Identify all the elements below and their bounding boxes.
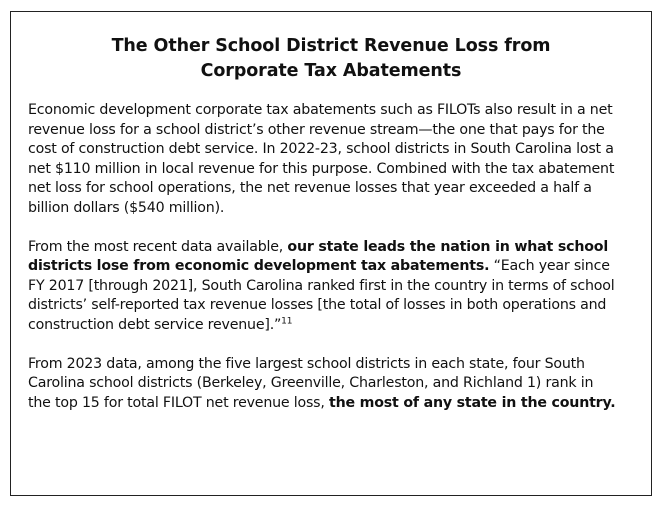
title-line-2: Corporate Tax Abatements	[200, 61, 462, 81]
footnote-marker: 11	[281, 316, 293, 327]
paragraph-2-quote: “Each year since FY 2017 [through 2021], South Carolina ranked first in the country in terms of school districts’ self-reported tax revenue losses [the total of losses in both operations and construction debt service revenue].”	[28, 258, 615, 333]
paragraph-3	[28, 355, 620, 414]
title-line-1: The Other School District Revenue Loss from	[111, 36, 551, 56]
paragraph-3-emphasis: the most of any state in the country.	[328, 394, 616, 411]
paragraph-2-intro: From the most recent data available,	[28, 238, 288, 255]
paragraph-2-emphasis: our state leads the nation in what school districts lose from economic development tax abatements.	[28, 238, 608, 275]
box-title	[11, 34, 651, 84]
paragraph-1: Economic development corporate tax abatements such as FILOTs also result in a net revenue loss for a school district’s other revenue stream—the one that pays for the cost of construction debt service. In 2022-23, school districts in South Carolina lost a net $110 million in local revenue for this purpose. Combined with the tax abatement net loss for school operations, the net revenue losses that year exceeded a half a billion dollars ($540 million).	[28, 102, 615, 216]
paragraph-3-intro: From 2023 data, among the five largest school districts in each state, four South Carolina school districts (Berkeley, Greenville, Charleston, and Richland 1) rank in the top 15 for total FILOT net revenue loss,	[28, 355, 594, 411]
body-text	[28, 101, 620, 432]
paragraph-2	[28, 238, 620, 336]
